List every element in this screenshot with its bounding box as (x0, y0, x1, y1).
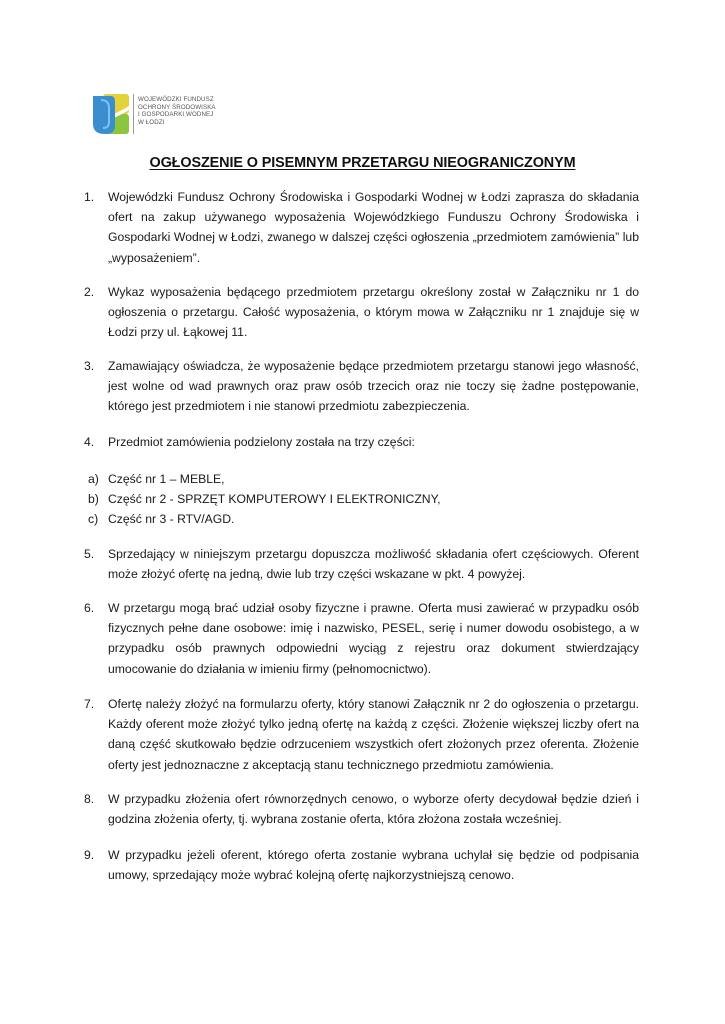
list-letter: b) (88, 492, 99, 506)
section-text: Ofertę należy złożyć na formularzu oferty, który stanowi Załącznik nr 2 do ogłoszenia o przetargu. Każdy oferent może złożyć tylko jedną ofertę na każdą z części. Złożenie większej liczby ofert na daną część skutkowało będzie odrzuceniem wszystkich ofert złożonych przez oferenta. Złożenie oferty jest jednoznaczne z akceptacją stanu technicznego przedmiotu zamówienia. (108, 697, 639, 772)
section-text: Zamawiający oświadcza, że wyposażenie będące przedmiotem przetargu stanowi jego własność, jest wolne od wad prawnych oraz praw osób trzecich oraz nie toczy się żadne postępowanie, którego jest przedmiotem i nie stanowi przedmiotu zabezpieczenia. (108, 359, 639, 414)
section-number: 5. (84, 547, 95, 561)
section-text: Przedmiot zamówienia podzielony została na trzy części: (108, 435, 415, 449)
section-6 (84, 598, 639, 679)
section-text: Wojewódzki Fundusz Ochrony Środowiska i Gospodarki Wodnej w Łodzi zaprasza do składania ofert na zakup używanego wyposażenia Wojewódzkiego Funduszu Ochrony Środowiska i Gospodarki Wodnej w Łodzi, zwanego w dalszej części ogłoszenia „przedmiotem zamówienia” lub „wyposażeniem”. (108, 190, 639, 265)
logo-mark-icon (89, 92, 131, 136)
section-8 (84, 789, 639, 829)
list-text: Część nr 1 – MEBLE, (108, 472, 225, 486)
list-item-part-3 (88, 509, 234, 529)
section-text: Sprzedający w niniejszym przetargu dopuszcza możliwość składania ofert częściowych. Oferent może złożyć ofertę na jedną, dwie lub trzy części wskazane w pkt. 4 powyżej. (108, 547, 639, 582)
section-9 (84, 845, 639, 885)
section-number: 8. (84, 792, 95, 806)
page-title: OGŁOSZENIE O PISEMNYM PRZETARGU NIEOGRANICZONYM (149, 155, 576, 171)
logo-line: WOJEWÓDZKI FUNDUSZ (138, 96, 214, 103)
section-number: 4. (84, 435, 95, 449)
list-item-part-1 (88, 469, 225, 489)
section-3 (84, 356, 639, 417)
logo-line: OCHRONY ŚRODOWISKA (138, 103, 216, 111)
logo-line: I GOSPODARKI WODNEJ (138, 111, 214, 119)
list-letter: a) (88, 472, 99, 486)
section-text: Wykaz wyposażenia będącego przedmiotem przetargu określony został w Załączniku nr 1 do ogłoszenia o przetargu. Całość wyposażenia, o którym mowa w Załączniku nr 1 znajduje się w Łodzi przy ul. Łąkowej 11. (108, 285, 639, 340)
section-number: 1. (84, 190, 95, 204)
fund-logo (89, 92, 239, 136)
logo-line: W ŁODZI (138, 118, 165, 126)
list-letter: c) (88, 512, 99, 526)
section-number: 9. (84, 848, 95, 862)
section-text: W przypadku jeżeli oferent, którego oferta zostanie wybrana uchylał się będzie od podpisania umowy, sprzedający może wybrać kolejną ofertę najkorzystniejszą cenowo. (108, 848, 639, 883)
section-7 (84, 694, 639, 775)
section-number: 3. (84, 359, 95, 373)
section-text: W przypadku złożenia ofert równorzędnych cenowo, o wyborze oferty decydował będzie dzień i godzina złożenia oferty, tj. wybrana zostanie oferta, która złożona została wcześniej. (108, 792, 639, 827)
section-number: 2. (84, 285, 95, 299)
section-number: 7. (84, 697, 95, 711)
list-item-part-2 (88, 489, 441, 509)
logo-text (138, 96, 216, 126)
section-5 (84, 544, 639, 584)
section-text: W przetargu mogą brać udział osoby fizyczne i prawne. Oferta musi zawierać w przypadku osób fizycznych pełne dane osobowe: imię i nazwisko, PESEL, serię i numer dowodu osobistego, a w przypadku osób prawnych odpowiedni wyciąg z rejestru oraz dokument stwierdzający umocowanie do działania w imieniu firmy (pełnomocnictwo). (108, 601, 639, 676)
section-number: 6. (84, 601, 95, 615)
section-2 (84, 282, 639, 343)
section-1 (84, 187, 639, 268)
logo-divider (133, 94, 134, 134)
section-4 (84, 432, 639, 452)
list-text: Część nr 3 - RTV/AGD. (108, 512, 235, 526)
list-text: Część nr 2 - SPRZĘT KOMPUTEROWY I ELEKTRONICZNY, (108, 492, 441, 506)
